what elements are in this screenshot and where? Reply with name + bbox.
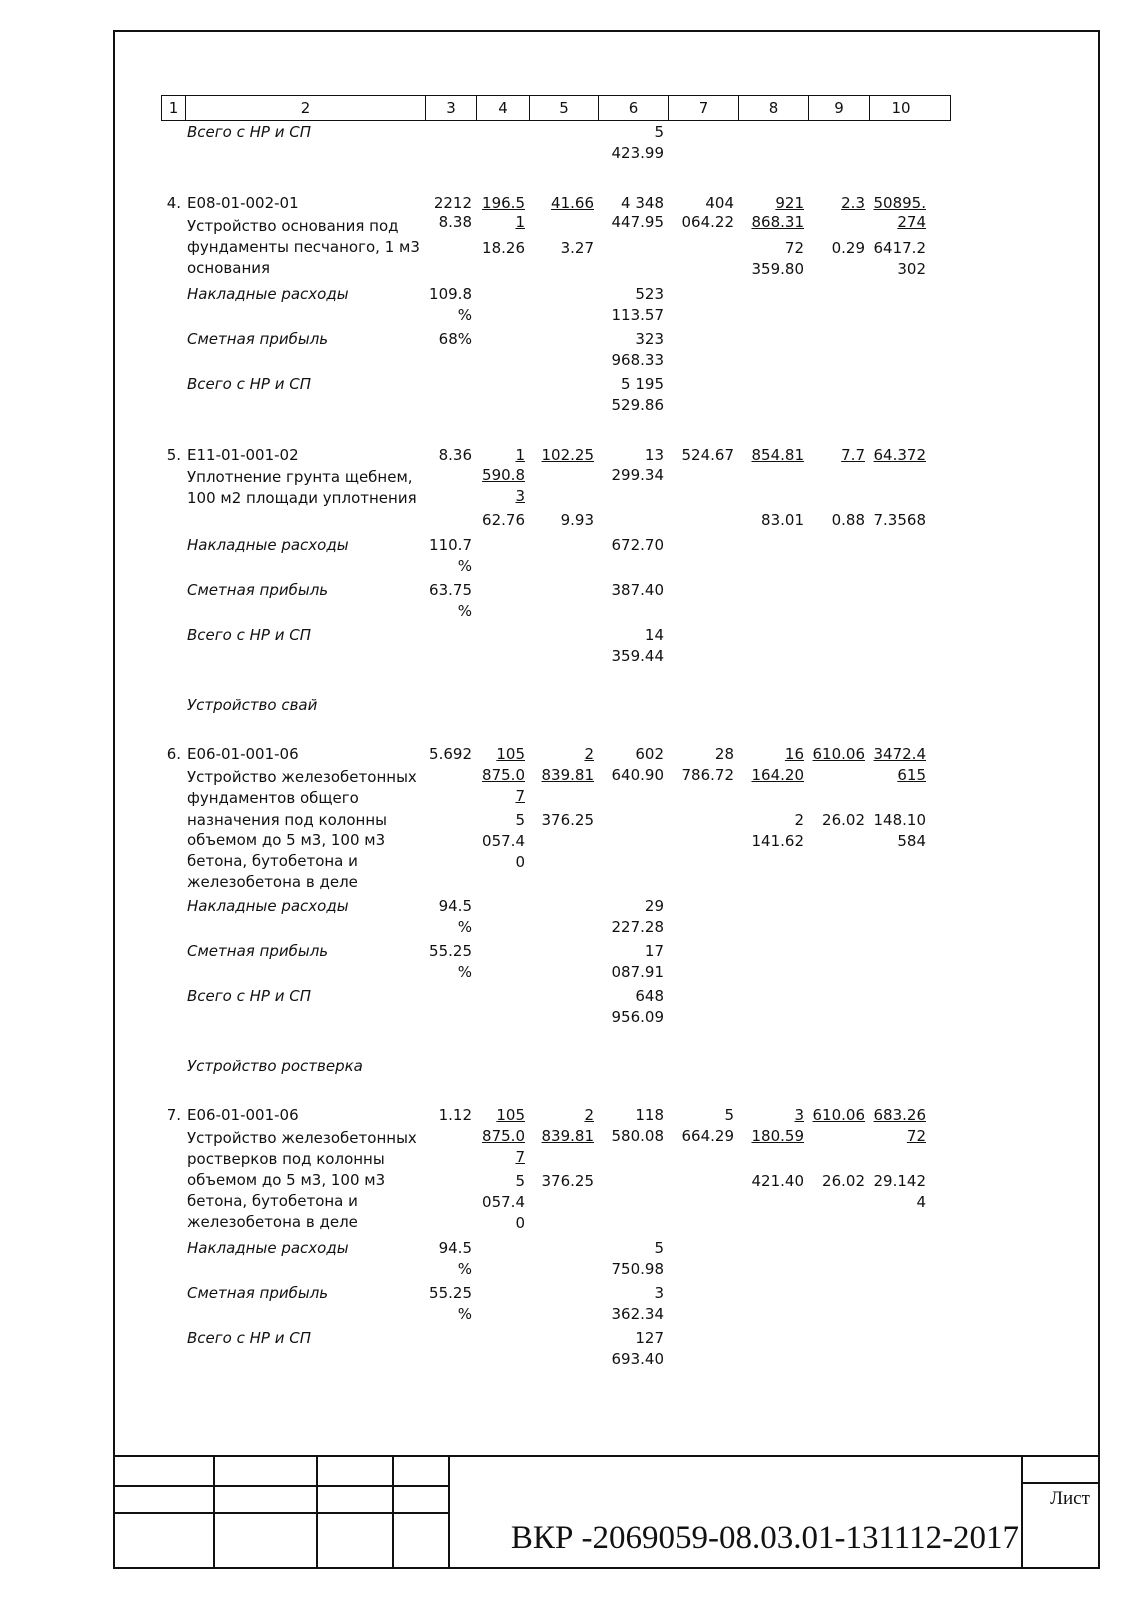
row-value-col8: 854.81 [751, 446, 804, 464]
row-description: ростверков под колонны [187, 1150, 385, 1168]
row-value-col4: 0 [515, 1214, 525, 1232]
row-description: объемом до 5 м3, 100 м3 [187, 1171, 386, 1189]
row-value-col8: 141.62 [751, 832, 804, 850]
row-value-col3: % [457, 557, 472, 575]
row-value-col6: 323 [635, 330, 664, 348]
row-value-col6: 113.57 [611, 306, 664, 324]
row-value-col7: 786.72 [681, 766, 734, 784]
row-value-col3: 55.25 [429, 1284, 472, 1302]
row-value-col9: 610.06 [812, 745, 865, 763]
row-value-col4: 105 [496, 745, 525, 763]
row-value-col3: % [457, 918, 472, 936]
row-value-col1: 6. [166, 745, 181, 763]
row-value-col4: 5 [515, 811, 525, 829]
row-description: Е08-01-002-01 [187, 194, 299, 212]
row-value-col10: 72 [906, 1127, 926, 1145]
row-value-col8: 16 [784, 745, 804, 763]
row-value-col9: 610.06 [812, 1106, 865, 1124]
row-value-col8: 2 [794, 811, 804, 829]
row-description: Накладные расходы [187, 897, 349, 915]
row-value-col6: 5 [654, 1239, 664, 1257]
header-cell: 4 [477, 96, 530, 120]
header-cell: 3 [426, 96, 477, 120]
row-value-col6: 5 [654, 123, 664, 141]
row-value-col8: 421.40 [751, 1172, 804, 1190]
row-value-col4: 5 [515, 1172, 525, 1190]
header-cell: 1 [162, 96, 186, 120]
row-value-col4: 7 [515, 787, 525, 805]
row-description: Всего с НР и СП [187, 123, 311, 141]
header-cell: 7 [669, 96, 739, 120]
row-value-col5: 102.25 [541, 446, 594, 464]
row-value-col6: 3 [654, 1284, 664, 1302]
row-value-col6: 529.86 [611, 396, 664, 414]
row-value-col9: 7.7 [841, 446, 865, 464]
row-value-col3: % [457, 1260, 472, 1278]
row-value-col6: 087.91 [611, 963, 664, 981]
row-value-col10: 6417.2 [873, 239, 926, 257]
row-value-col6: 13 [644, 446, 664, 464]
row-value-col9: 26.02 [822, 811, 865, 829]
row-value-col4: 1 [515, 213, 525, 231]
row-value-col4: 196.5 [482, 194, 525, 212]
header-cell: 5 [530, 96, 599, 120]
row-value-col4: 105 [496, 1106, 525, 1124]
row-description: Накладные расходы [187, 1239, 349, 1257]
row-value-col6: 580.08 [611, 1127, 664, 1145]
row-value-col3: 94.5 [438, 897, 472, 915]
row-value-col6: 5 195 [621, 375, 664, 393]
header-cell: 10 [891, 99, 911, 117]
row-value-col6: 4 348 [621, 194, 664, 212]
row-value-col8: 72 [784, 239, 804, 257]
row-description: бетона, бутобетона и [187, 1192, 358, 1210]
row-description: фундаменты песчаного, 1 м3 [187, 238, 420, 256]
row-value-col1: 7. [166, 1106, 181, 1124]
row-description: Всего с НР и СП [187, 375, 311, 393]
row-description: 100 м2 площади уплотнения [187, 489, 417, 507]
row-description: Устройство основания под [187, 217, 399, 235]
header-cell: 9 [809, 96, 870, 120]
row-value-col5: 376.25 [541, 811, 594, 829]
row-description: Е11-01-001-02 [187, 446, 299, 464]
row-value-col3: 68% [438, 330, 472, 348]
row-value-col4: 875.0 [482, 1127, 525, 1145]
row-value-col3: % [457, 602, 472, 620]
row-description: Сметная прибыль [187, 942, 329, 960]
row-value-col8: 921 [775, 194, 804, 212]
row-description: Е06-01-001-06 [187, 745, 299, 763]
row-value-col5: 376.25 [541, 1172, 594, 1190]
row-value-col10: 50895. [873, 194, 926, 212]
row-description: Устройство свай [187, 696, 318, 714]
row-description: назначения под колонны [187, 811, 387, 829]
row-value-col7: 404 [705, 194, 734, 212]
row-value-col3: % [457, 963, 472, 981]
row-value-col8: 359.80 [751, 260, 804, 278]
row-description: Устройство ростверка [187, 1057, 363, 1075]
row-value-col10: 683.26 [873, 1106, 926, 1124]
row-value-col4: 875.0 [482, 766, 525, 784]
row-value-col6: 227.28 [611, 918, 664, 936]
row-value-col4: 18.26 [482, 239, 525, 257]
row-value-col6: 602 [635, 745, 664, 763]
row-description: железобетона в деле [187, 873, 358, 891]
row-value-col6: 423.99 [611, 144, 664, 162]
row-value-col6: 968.33 [611, 351, 664, 369]
row-value-col4: 590.8 [482, 466, 525, 484]
row-value-col8: 3 [794, 1106, 804, 1124]
row-value-col9: 26.02 [822, 1172, 865, 1190]
row-value-col5: 839.81 [541, 1127, 594, 1145]
row-value-col3: 8.38 [438, 213, 472, 231]
row-description: Накладные расходы [187, 536, 349, 554]
row-value-col10: 584 [897, 832, 926, 850]
row-value-col8: 868.31 [751, 213, 804, 231]
row-value-col6: 523 [635, 285, 664, 303]
row-value-col10: 3472.4 [873, 745, 926, 763]
row-value-col6: 362.34 [611, 1305, 664, 1323]
row-value-col4: 057.4 [482, 1193, 525, 1211]
row-value-col5: 2 [584, 1106, 594, 1124]
row-value-col3: 5.692 [429, 745, 472, 763]
row-value-col4: 0 [515, 853, 525, 871]
row-value-col6: 640.90 [611, 766, 664, 784]
row-description: Всего с НР и СП [187, 626, 311, 644]
row-value-col6: 648 [635, 987, 664, 1005]
row-value-col4: 3 [515, 487, 525, 505]
row-value-col3: 8.36 [438, 446, 472, 464]
row-value-col7: 664.29 [681, 1127, 734, 1145]
row-value-col6: 447.95 [611, 213, 664, 231]
row-value-col1: 5. [166, 446, 181, 464]
row-value-col3: 63.75 [429, 581, 472, 599]
row-value-col8: 83.01 [761, 511, 804, 529]
header-cell: 2 [186, 96, 426, 120]
row-value-col9: 2.3 [841, 194, 865, 212]
row-value-col10: 615 [897, 766, 926, 784]
row-description: Всего с НР и СП [187, 987, 311, 1005]
row-value-col9: 0.29 [831, 239, 865, 257]
row-value-col10: 29.142 [873, 1172, 926, 1190]
row-value-col9: 0.88 [831, 511, 865, 529]
row-value-col6: 299.34 [611, 466, 664, 484]
row-value-col6: 118 [635, 1106, 664, 1124]
row-value-col10: 302 [897, 260, 926, 278]
row-value-col6: 359.44 [611, 647, 664, 665]
row-value-col6: 14 [644, 626, 664, 644]
row-value-col3: % [457, 306, 472, 324]
row-value-col5: 9.93 [560, 511, 594, 529]
row-value-col7: 064.22 [681, 213, 734, 231]
row-description: Сметная прибыль [187, 581, 329, 599]
row-description: Е06-01-001-06 [187, 1106, 299, 1124]
row-value-col8: 180.59 [751, 1127, 804, 1145]
header-cell: 6 [599, 96, 669, 120]
row-value-col7: 5 [724, 1106, 734, 1124]
row-description: фундаментов общего [187, 789, 359, 807]
row-description: железобетона в деле [187, 1213, 358, 1231]
row-value-col4: 7 [515, 1148, 525, 1166]
row-value-col8: 164.20 [751, 766, 804, 784]
row-value-col6: 693.40 [611, 1350, 664, 1368]
row-value-col3: 2212 [433, 194, 472, 212]
row-value-col5: 41.66 [551, 194, 594, 212]
row-description: Сметная прибыль [187, 1284, 329, 1302]
row-value-col3: 94.5 [438, 1239, 472, 1257]
row-value-col3: % [457, 1305, 472, 1323]
row-description: объемом до 5 м3, 100 м3 [187, 831, 386, 849]
row-description: бетона, бутобетона и [187, 852, 358, 870]
row-value-col6: 17 [644, 942, 664, 960]
row-value-col4: 1 [515, 446, 525, 464]
document-code: ВКР -2069059-08.03.01-131112-2017 [510, 1520, 1020, 1556]
row-value-col6: 127 [635, 1329, 664, 1347]
row-value-col10: 148.10 [873, 811, 926, 829]
row-value-col10: 4 [916, 1193, 926, 1211]
row-value-col5: 839.81 [541, 766, 594, 784]
row-value-col7: 28 [714, 745, 734, 763]
row-value-col6: 750.98 [611, 1260, 664, 1278]
row-description: Всего с НР и СП [187, 1329, 311, 1347]
row-value-col6: 387.40 [611, 581, 664, 599]
row-value-col10: 7.3568 [873, 511, 926, 529]
row-value-col3: 1.12 [438, 1106, 472, 1124]
row-value-col10: 64.372 [873, 446, 926, 464]
row-value-col6: 672.70 [611, 536, 664, 554]
row-value-col7: 524.67 [681, 446, 734, 464]
sheet-label: Лист [1050, 1488, 1090, 1509]
table-column-header [161, 95, 951, 121]
row-description: Уплотнение грунта щебнем, [187, 468, 413, 486]
row-description: основания [187, 259, 271, 277]
row-value-col3: 55.25 [429, 942, 472, 960]
row-description: Накладные расходы [187, 285, 349, 303]
row-value-col6: 956.09 [611, 1008, 664, 1026]
header-cell: 8 [739, 96, 809, 120]
row-description: Сметная прибыль [187, 330, 329, 348]
row-value-col3: 109.8 [429, 285, 472, 303]
row-value-col10: 274 [897, 213, 926, 231]
row-value-col6: 29 [644, 897, 664, 915]
row-description: Устройство железобетонных [187, 768, 417, 786]
row-value-col5: 3.27 [560, 239, 594, 257]
row-value-col4: 057.4 [482, 832, 525, 850]
row-value-col1: 4. [166, 194, 181, 212]
row-value-col4: 62.76 [482, 511, 525, 529]
row-description: Устройство железобетонных [187, 1129, 417, 1147]
row-value-col5: 2 [584, 745, 594, 763]
row-value-col3: 110.7 [429, 536, 472, 554]
